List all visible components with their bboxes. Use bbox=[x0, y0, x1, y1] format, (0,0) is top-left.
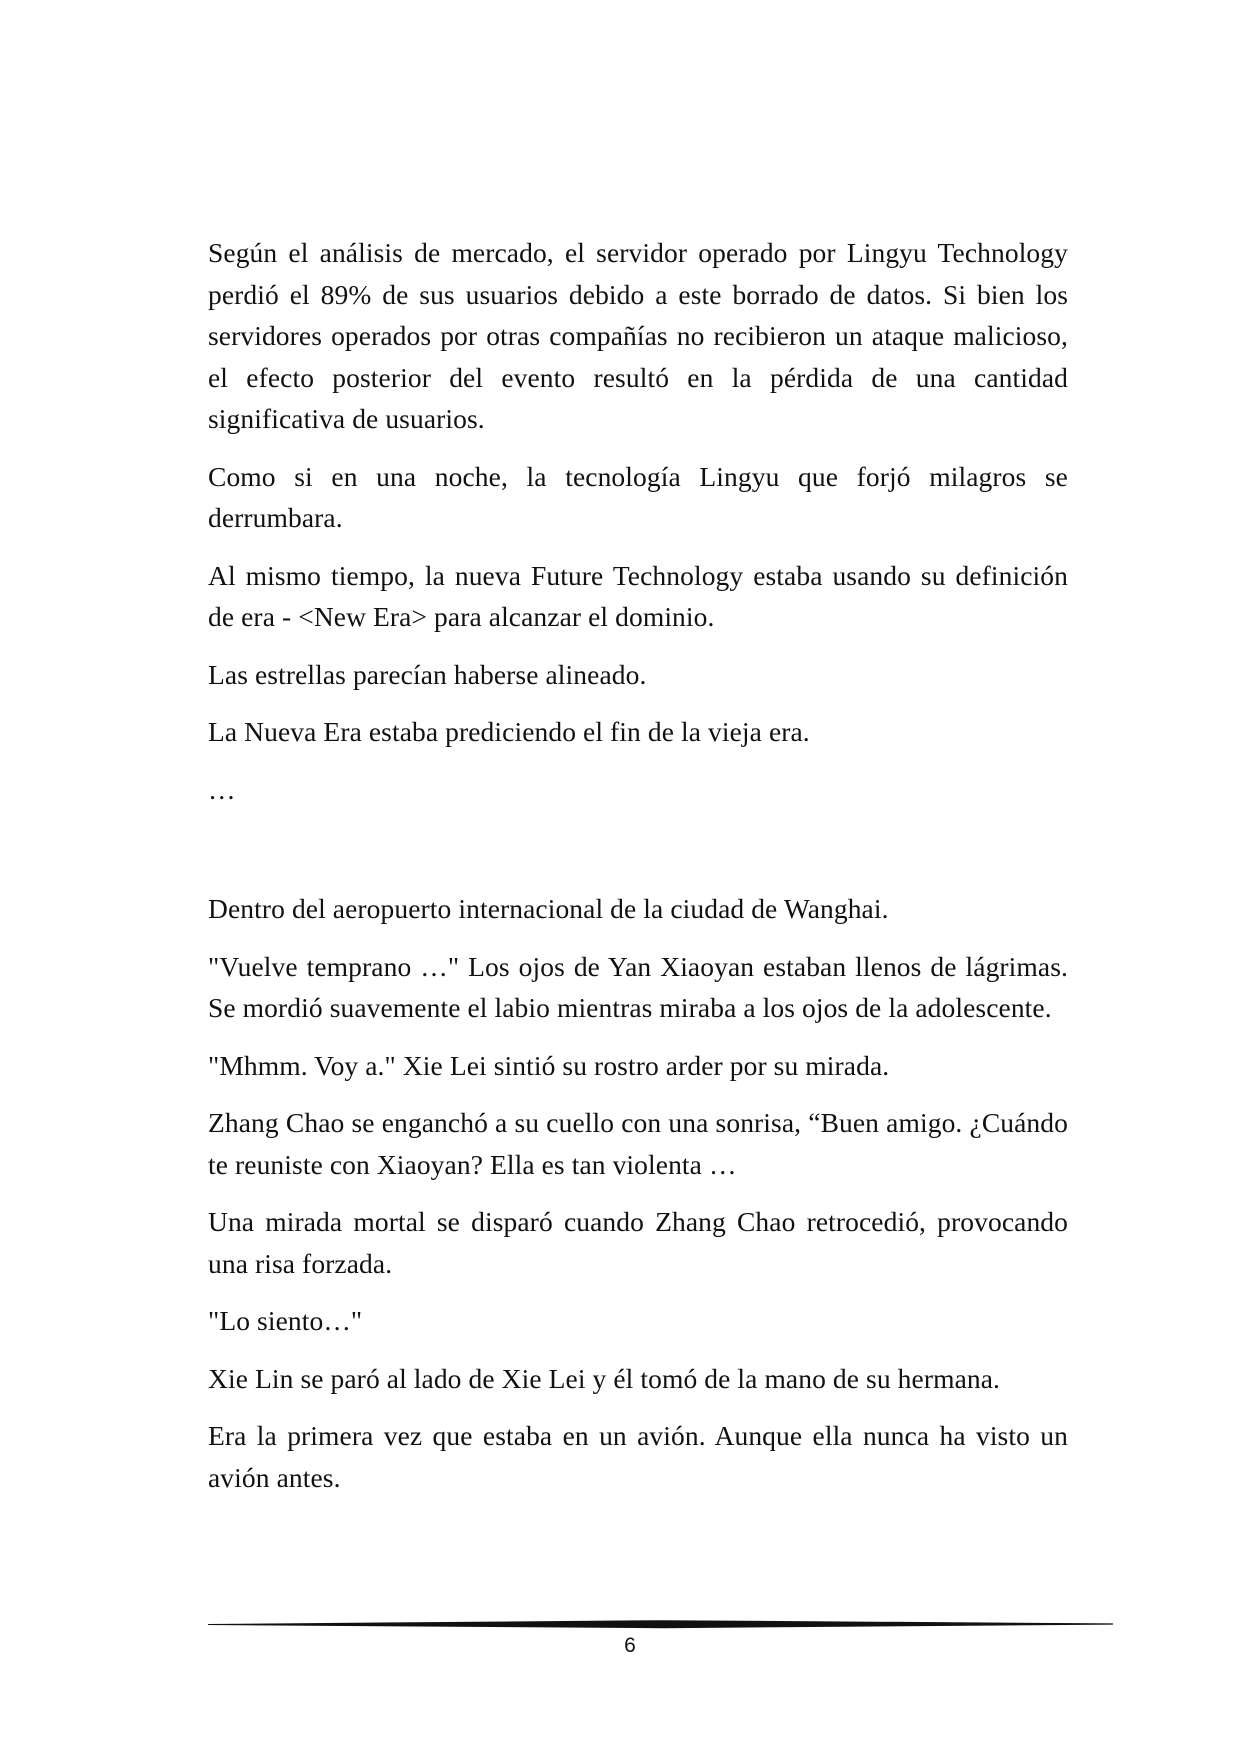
paragraph: Dentro del aeropuerto internacional de la ciudad de Wanghai. bbox=[208, 893, 889, 924]
body-text bbox=[208, 232, 1068, 1514]
paragraph: Al mismo tiempo, la nueva Future Technology estaba usando su definición de era - <New Era> para alcanzar el dominio. bbox=[208, 559, 1068, 632]
page-number: 6 bbox=[624, 1634, 636, 1657]
paragraph: La Nueva Era estaba prediciendo el fin de la vieja era. bbox=[208, 716, 810, 747]
paragraph: Xie Lin se paró al lado de Xie Lei y él tomó de la mano de su hermana. bbox=[208, 1362, 1001, 1394]
paragraph: Según el análisis de mercado, el servidor operado por Lingyu Technology perdió el 89% de sus usuarios debido a este borrado de datos. Si bien los servidores operados por otras compañías no recibieron un ataque malicioso, el efecto posterior del evento resultó en la pérdida de una cantidad significativa de usuarios. bbox=[208, 237, 1068, 434]
scene-spacer bbox=[208, 810, 1068, 888]
paragraph: Una mirada mortal se disparó cuando Zhang Chao retrocedió, provocando una risa forzada. bbox=[208, 1206, 1068, 1279]
paragraph: "Vuelve temprano …" Los ojos de Yan Xiaoyan estaban llenos de lágrimas. Se mordió suavemente el labio mientras miraba a los ojos de la adolescente. bbox=[208, 950, 1068, 1023]
paragraph: "Lo siento…" bbox=[208, 1305, 363, 1336]
footer-divider bbox=[208, 1618, 1113, 1630]
footer-divider-shape bbox=[208, 1618, 1113, 1630]
paragraph: Zhang Chao se enganchó a su cuello con una sonrisa, “Buen amigo. ¿Cuándo te reuniste con Xiaoyan? Ella es tan violenta … bbox=[208, 1107, 1068, 1180]
paragraph: Era la primera vez que estaba en un avión. Aunque ella nunca ha visto un avión antes. bbox=[208, 1420, 1068, 1493]
paragraph: "Mhmm. Voy a." Xie Lei sintió su rostro arder por su mirada. bbox=[208, 1049, 890, 1081]
paragraph: Como si en una noche, la tecnología Lingyu que forjó milagros se derrumbara. bbox=[208, 460, 1068, 533]
scene-break: … bbox=[208, 773, 236, 805]
paragraph: Las estrellas parecían haberse alineado. bbox=[208, 658, 647, 690]
